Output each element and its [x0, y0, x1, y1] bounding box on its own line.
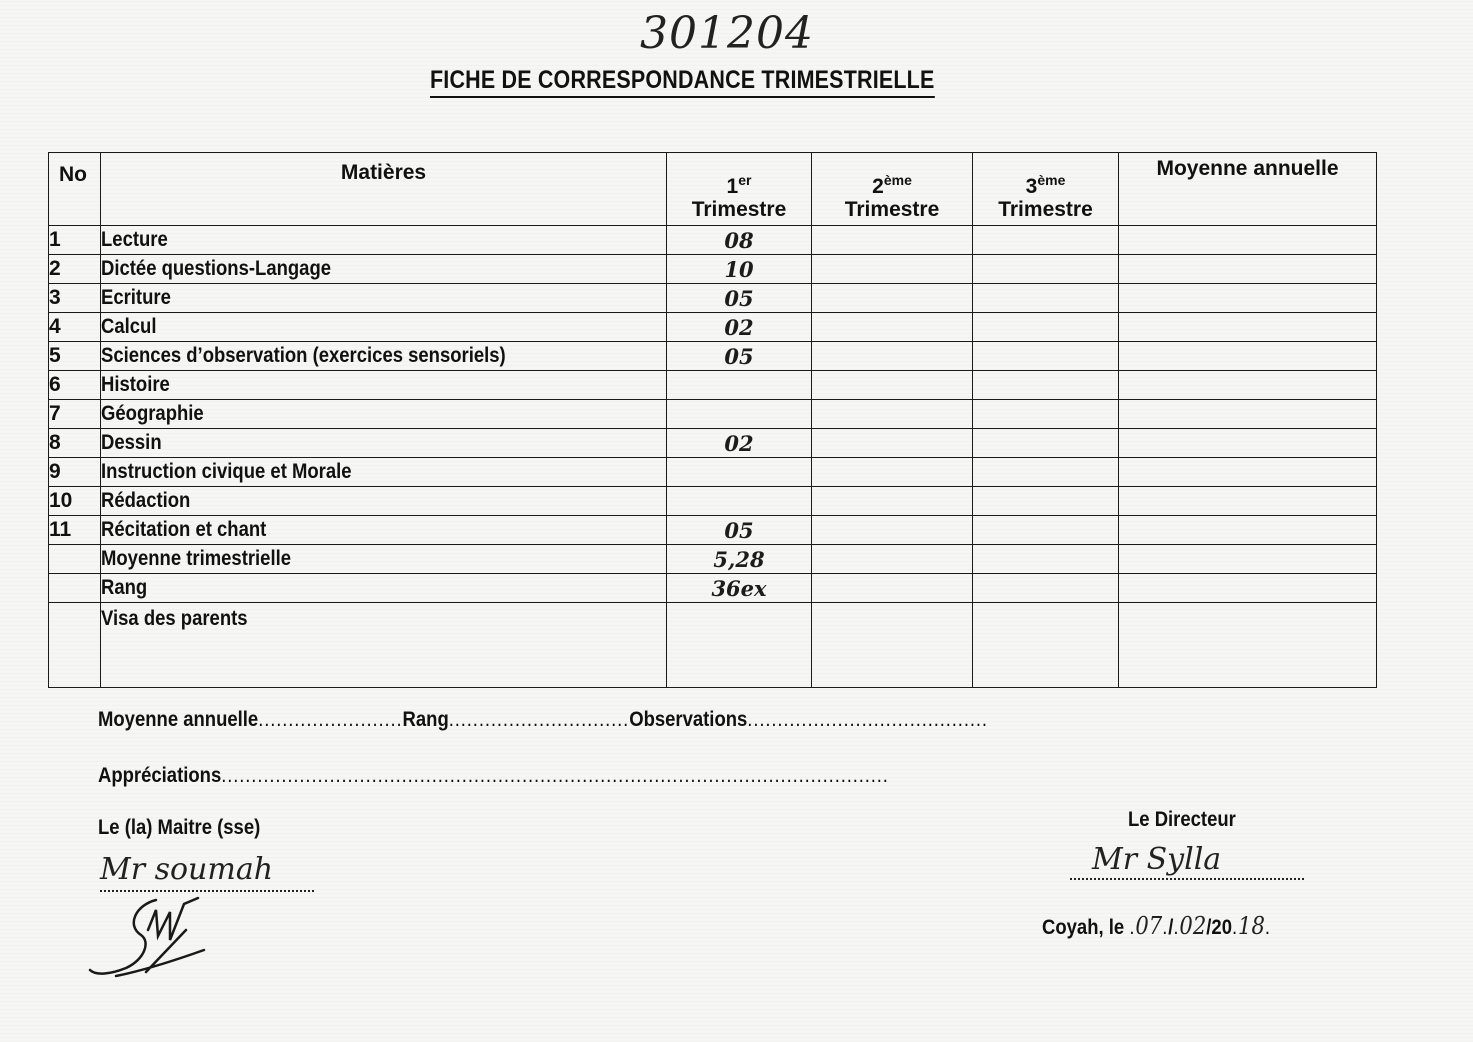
- row-grade-term-2: [812, 313, 973, 342]
- row-number: 2: [49, 255, 101, 284]
- row-subject: Sciences d’observation (exercices sensoriels): [101, 342, 667, 371]
- row-grade-term-1: [667, 487, 812, 516]
- date-year-suffix: 18: [1238, 912, 1265, 940]
- place-date-line: Coyah, le .07./.02/20.18.: [1042, 912, 1271, 940]
- table-row: [49, 371, 1377, 400]
- table-row: [49, 313, 1377, 342]
- row-grade-term-1: 05: [667, 516, 812, 545]
- visa-label: Visa des parents: [101, 603, 667, 688]
- row-number: [49, 574, 101, 603]
- row-grade-term-3: [973, 487, 1119, 516]
- row-grade-term-1: 08: [667, 226, 812, 255]
- row-grade-term-3: [973, 516, 1119, 545]
- parents-visa-row: [49, 603, 1377, 688]
- row-grade-term-3: [973, 371, 1119, 400]
- director-signature-line: [1070, 878, 1304, 880]
- header-term-1: 1er Trimestre: [667, 153, 812, 226]
- appreciations-label: Appréciations: [98, 764, 222, 787]
- row-annual-average: [1119, 516, 1377, 545]
- row-grade-term-2: [812, 371, 973, 400]
- row-grade-term-1: [667, 458, 812, 487]
- row-number: 6: [49, 371, 101, 400]
- row-grade-term-3: [973, 429, 1119, 458]
- table-row: [49, 255, 1377, 284]
- row-grade-term-2: [812, 400, 973, 429]
- teacher-label: Le (la) Maitre (sse): [98, 816, 261, 839]
- row-number: 8: [49, 429, 101, 458]
- row-annual-average: [1119, 226, 1377, 255]
- row-annual-average: [1119, 429, 1377, 458]
- row-number: 10: [49, 487, 101, 516]
- table-row: [49, 516, 1377, 545]
- row-subject: Lecture: [101, 226, 667, 255]
- row-grade-term-3: [973, 458, 1119, 487]
- row-grade-term-2: [812, 429, 973, 458]
- table-row: [49, 458, 1377, 487]
- row-grade-term-1: 05: [667, 342, 812, 371]
- table-row: [49, 226, 1377, 255]
- row-grade-term-3: [973, 574, 1119, 603]
- row-grade-term-1: [667, 400, 812, 429]
- table-row: [49, 400, 1377, 429]
- date-month: 02: [1179, 912, 1207, 940]
- row-annual-average: [1119, 545, 1377, 574]
- table-header-row: [49, 153, 1377, 226]
- row-grade-term-3: [973, 400, 1119, 429]
- header-term-2: 2ème Trimestre: [812, 153, 973, 226]
- annual-summary-line: Moyenne annuelle........................Rang..............................Observations........................................: [98, 708, 988, 731]
- row-grade-term-1: 02: [667, 313, 812, 342]
- teacher-name-handwritten: Mr soumah: [100, 852, 274, 887]
- row-grade-term-2: [812, 342, 973, 371]
- header-term-3: 3ème Trimestre: [973, 153, 1119, 226]
- row-grade-term-3: [973, 545, 1119, 574]
- row-grade-term-1: [667, 371, 812, 400]
- date-day: 07: [1135, 912, 1163, 940]
- row-grade-term-2: [812, 255, 973, 284]
- row-grade-term-2: [812, 458, 973, 487]
- row-grade-term-2: [812, 545, 973, 574]
- teacher-signature-icon: [86, 890, 216, 980]
- row-grade-term-3: [973, 226, 1119, 255]
- table-row: [49, 487, 1377, 516]
- annual-average-label: Moyenne annuelle: [98, 708, 259, 731]
- row-number: 7: [49, 400, 101, 429]
- table-row: [49, 545, 1377, 574]
- handwritten-document-number: 301204: [640, 8, 814, 59]
- row-annual-average: [1119, 313, 1377, 342]
- row-annual-average: [1119, 458, 1377, 487]
- header-subjects: Matières: [101, 153, 667, 226]
- row-annual-average: [1119, 255, 1377, 284]
- rank-label: Rang: [402, 708, 449, 731]
- row-subject: Rang: [101, 574, 667, 603]
- row-grade-term-2: [812, 487, 973, 516]
- visa-annual: [1119, 603, 1377, 688]
- grades-table: [48, 152, 1377, 688]
- row-grade-term-1: 02: [667, 429, 812, 458]
- table-row: [49, 429, 1377, 458]
- row-grade-term-2: [812, 226, 973, 255]
- table-row: [49, 342, 1377, 371]
- row-grade-term-2: [812, 574, 973, 603]
- row-grade-term-3: [973, 313, 1119, 342]
- row-grade-term-1: 5,28: [667, 545, 812, 574]
- row-annual-average: [1119, 342, 1377, 371]
- row-subject: Ecriture: [101, 284, 667, 313]
- row-number: 3: [49, 284, 101, 313]
- visa-term-2: [812, 603, 973, 688]
- row-subject: Récitation et chant: [101, 516, 667, 545]
- visa-no-cell: [49, 603, 101, 688]
- row-number: [49, 545, 101, 574]
- director-label: Le Directeur: [1128, 808, 1236, 831]
- row-grade-term-1: 10: [667, 255, 812, 284]
- row-grade-term-3: [973, 342, 1119, 371]
- document-title: FICHE DE CORRESPONDANCE TRIMESTRIELLE: [430, 66, 934, 98]
- row-number: 11: [49, 516, 101, 545]
- header-annual-average: Moyenne annuelle: [1119, 153, 1377, 226]
- row-annual-average: [1119, 574, 1377, 603]
- header-no: No: [49, 153, 101, 226]
- row-subject: Rédaction: [101, 487, 667, 516]
- row-number: 4: [49, 313, 101, 342]
- appreciations-line: Appréciations...............................................................................................................: [98, 764, 889, 787]
- row-number: 1: [49, 226, 101, 255]
- row-subject: Histoire: [101, 371, 667, 400]
- date-year-prefix: 20: [1211, 916, 1232, 939]
- row-subject: Dessin: [101, 429, 667, 458]
- table-row: [49, 284, 1377, 313]
- visa-term-3: [973, 603, 1119, 688]
- visa-term-1: [667, 603, 812, 688]
- director-name-handwritten: Mr Sylla: [1092, 842, 1222, 877]
- observations-label: Observations: [629, 708, 748, 731]
- row-number: 5: [49, 342, 101, 371]
- row-annual-average: [1119, 284, 1377, 313]
- row-annual-average: [1119, 400, 1377, 429]
- row-subject: Moyenne trimestrielle: [101, 545, 667, 574]
- row-grade-term-2: [812, 284, 973, 313]
- row-annual-average: [1119, 371, 1377, 400]
- row-annual-average: [1119, 487, 1377, 516]
- row-subject: Instruction civique et Morale: [101, 458, 667, 487]
- row-grade-term-2: [812, 516, 973, 545]
- row-grade-term-3: [973, 255, 1119, 284]
- table-row: [49, 574, 1377, 603]
- row-grade-term-1: 36ex: [667, 574, 812, 603]
- row-subject: Dictée questions-Langage: [101, 255, 667, 284]
- row-number: 9: [49, 458, 101, 487]
- row-grade-term-3: [973, 284, 1119, 313]
- row-subject: Géographie: [101, 400, 667, 429]
- row-subject: Calcul: [101, 313, 667, 342]
- row-grade-term-1: 05: [667, 284, 812, 313]
